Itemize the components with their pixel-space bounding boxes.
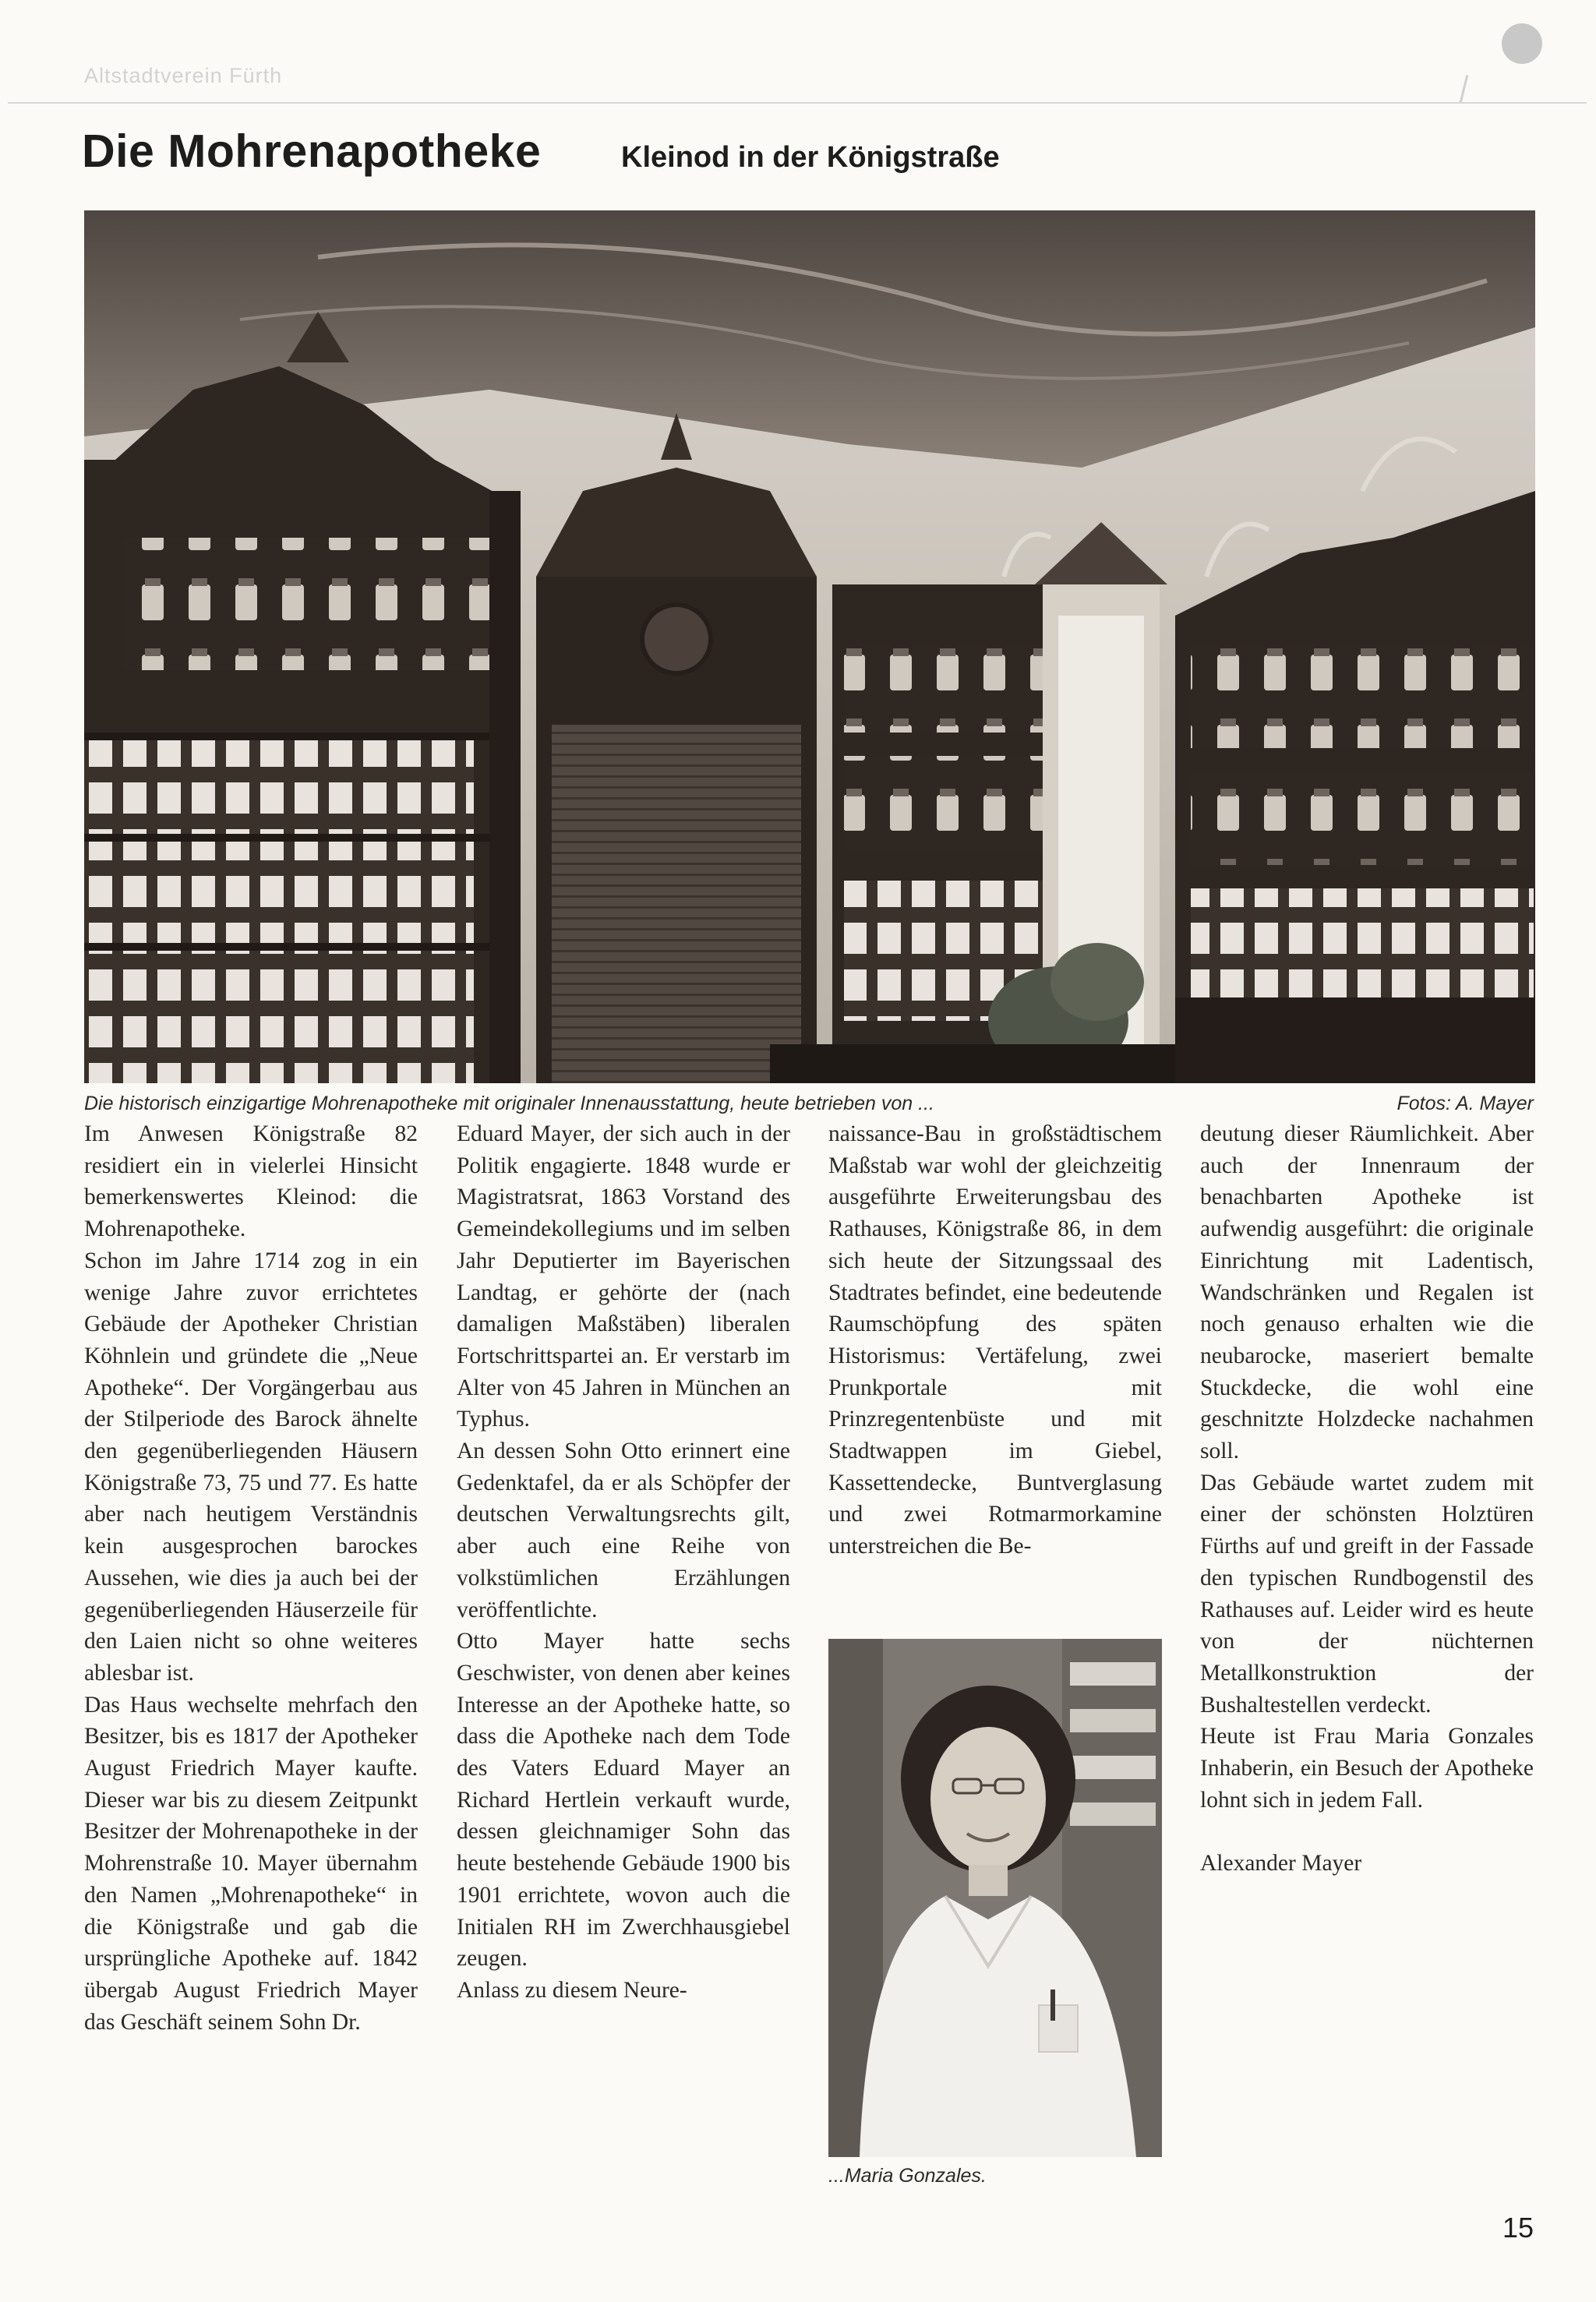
paragraph: Otto Mayer hatte sechs Geschwister, von denen aber keines Interesse an der Apotheke hatte, so dass die Apotheke nach dem Tode des Vaters Eduard Mayer an Richard Hertlein verkauft wurde, dessen gleichnamiger Sohn das heute bestehende Gebäude 1900 bis 1901 errichtete, wovon auch die Initialen RH im Zwerchhausgiebel zeugen. [457, 1629, 790, 1972]
header-rule [8, 102, 1587, 104]
article-subtitle: Kleinod in der Königstraße [621, 141, 1000, 174]
author-name: Alexander Mayer [1200, 1851, 1362, 1877]
paragraph: deutung dieser Räumlichkeit. Aber auch der Innenraum der benachbarten Apotheke ist aufwendig ausgeführt: die originale Einrichtung mit Ladentisch, Wandschränken und Regalen ist noch genauso erhalten wie die neubarocke, maseriert bemalte Stuckdecke, die wohl eine geschnitzte Holzdecke nachahmen soll. [1200, 1121, 1534, 1464]
header-organization: Altstadtverein Fürth [84, 64, 283, 87]
paragraph: Im Anwesen Königstraße 82 residiert ein in vielerlei Hinsicht bemerkenswertes Kleinod: die Mohrenapotheke. [84, 1121, 418, 1242]
article-column-2 [457, 1118, 790, 2007]
portrait-caption: ...Maria Gonzales. [828, 2165, 987, 2187]
pharmacy-interior-photo [84, 210, 1535, 1083]
photo-credit: Fotos: A. Mayer [1396, 1093, 1534, 1114]
paragraph: naissance-Bau in großstädtischem Maßstab war wohl der gleichzeitig ausgeführte Erweiterungsbau des Rathauses, Königstraße 86, in dem sich heute der Sitzungssaal des Stadtrates befindet, eine bedeutende Raumschöpfung des späten Historismus: Vertäfelung, zwei Prunkportale mit Prinzregentenbüste und mit Stadtwappen im Giebel, Kassettendecke, Buntverglasung und zwei Rotmarmorkamine unterstreichen die Be- [828, 1121, 1162, 1559]
paragraph: Schon im Jahre 1714 zog in ein wenige Jahre zuvor errichtetes Gebäude der Apotheker Christian Köhnlein und gründete die „Neue Apotheke“. Der Vorgängerbau aus der Stilperiode des Barock ähnelte den gegenüberliegenden Häusern Königstraße 73, 75 und 77. Es hatte aber nach heutigem Verständnis kein ausgesprochen barockes Aussehen, wie dies ja auch bei der gegenüberliegenden Häuserzeile für den Laien nicht so ohne weiteres ablesbar ist. [84, 1248, 418, 1686]
article-title: Die Mohrenapotheke [82, 125, 542, 177]
paragraph: Das Haus wechselte mehrfach den Besitzer, bis es 1817 der Apotheker August Friedrich Mayer kaufte. Dieser war bis zu diesem Zeitpunkt Besitzer der Mohrenapotheke in der Mohrenstraße 10. Mayer übernahm den Namen „Mohrenapotheke“ in die Königstraße und gab die ursprüngliche Apotheke auf. 1842 übergab August Friedrich Mayer das Geschäft seinem Sohn Dr. [84, 1692, 418, 2035]
paragraph: Das Gebäude wartet zudem mit einer der schönsten Holztüren Fürths auf und greift in der Fassade den typischen Rundbogenstil des Rathauses auf. Leider wird es heute von der nüchternen Metallkonstruktion der Bushaltestellen verdeckt. [1200, 1470, 1534, 1718]
paragraph: An dessen Sohn Otto erinnert eine Gedenktafel, da er als Schöpfer der deutschen Verwaltungsrechts gilt, aber auch eine Reihe von volkstümlichen Erzählungen veröffentlichte. [457, 1439, 790, 1622]
page-number: 15 [1502, 2212, 1534, 2244]
article-column-4 [1200, 1118, 1534, 1880]
article-column-3 [828, 1118, 1162, 1562]
pharmacy-interior-illustration [84, 210, 1535, 1083]
paragraph: Heute ist Frau Maria Gonzales Inhaberin, ein Besuch der Apotheke lohnt sich in jedem Fall. [1200, 1724, 1534, 1813]
article-column-1 [84, 1118, 418, 2038]
header-tick-ornament [1460, 75, 1469, 103]
paragraph: Eduard Mayer, der sich auch in der Politik engagierte. 1848 wurde er Magistratsrat, 1863 Vorstand des Gemeindekollegiums und im selben Jahr Deputierter im Bayerischen Landtag, er gehörte der (nach damaligen Maßstäben) liberalen Fortschrittspartei an. Er verstarb im Alter von 45 Jahren in München an Typhus. [457, 1121, 790, 1432]
paragraph: Anlass zu diesem Neure- [457, 1977, 687, 2003]
portrait-photo [828, 1639, 1162, 2157]
header-dot-ornament [1502, 23, 1542, 64]
photo-caption: Die historisch einzigartige Mohrenapotheke mit originaler Innenausstattung, heute betrieben von ... [84, 1093, 934, 1114]
paragraph-spacer [1200, 1816, 1534, 1848]
portrait-illustration [828, 1639, 1162, 2157]
